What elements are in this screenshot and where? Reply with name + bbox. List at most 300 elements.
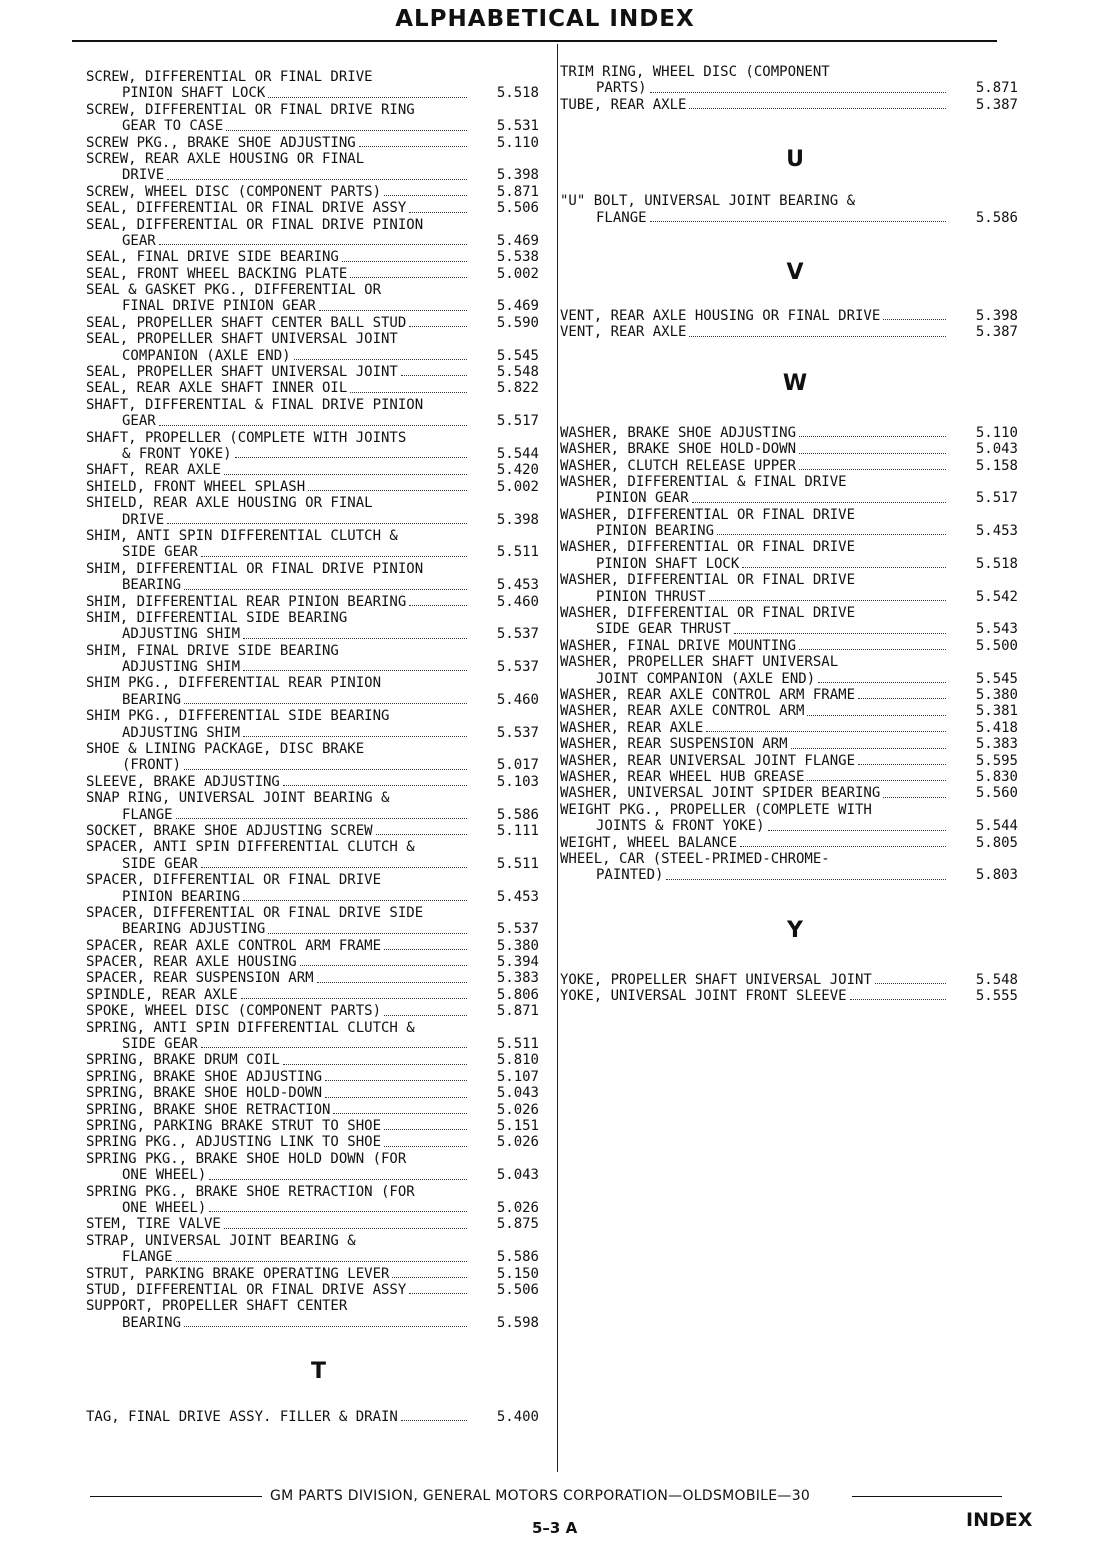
entry-page-number: 5.548 <box>975 971 1018 988</box>
entry-text: PINION GEAR <box>596 490 689 507</box>
leader-dots <box>243 638 467 639</box>
leader-dots <box>883 797 946 798</box>
entry-text: STRUT, PARKING BRAKE OPERATING LEVER <box>86 1265 390 1282</box>
entry-text: WASHER, PROPELLER SHAFT UNIVERSAL <box>560 654 839 671</box>
leader-dots <box>243 736 467 737</box>
entry-continuation-line <box>560 589 1030 605</box>
leader-dots <box>384 1129 467 1130</box>
entry-page-number: 5.026 <box>496 1134 539 1151</box>
entry-line <box>86 69 551 85</box>
leader-dots <box>807 780 946 781</box>
entry-text: SIDE GEAR <box>122 544 198 561</box>
entry-continuation-line <box>560 210 1030 226</box>
index-entry <box>560 474 1030 507</box>
entry-page-number: 5.043 <box>496 1085 539 1102</box>
entry-text: FLANGE <box>596 209 647 226</box>
leader-dots <box>184 589 467 590</box>
entry-text: SPRING, PARKING BRAKE STRUT TO SHOE <box>86 1118 382 1134</box>
entry-page-number: 5.537 <box>496 626 539 643</box>
leader-dots <box>167 179 467 180</box>
entry-continuation-line <box>86 659 551 675</box>
entry-line <box>86 1134 551 1150</box>
leader-dots <box>350 277 467 278</box>
index-entry <box>560 425 1030 441</box>
entry-page-number: 5.420 <box>496 462 539 479</box>
leader-dots <box>243 670 467 671</box>
entry-text: SPACER, DIFFERENTIAL OR FINAL DRIVE SIDE <box>86 904 424 921</box>
entry-text: & FRONT YOKE) <box>122 445 232 462</box>
leader-dots <box>241 998 467 999</box>
entry-page-number: 5.531 <box>496 118 539 135</box>
leader-dots <box>709 600 946 601</box>
entry-continuation-line <box>560 867 1030 883</box>
entry-text: VENT, REAR AXLE HOUSING OR FINAL DRIVE <box>560 307 881 324</box>
index-entry <box>560 539 1030 572</box>
entry-line <box>86 970 551 986</box>
entry-page-number: 5.103 <box>496 773 539 790</box>
entry-page-number: 5.517 <box>496 413 539 430</box>
entry-text: SEAL, PROPELLER SHAFT CENTER BALL STUD <box>86 314 407 331</box>
entry-line <box>560 441 1030 457</box>
entry-text: WASHER, DIFFERENTIAL OR FINAL DRIVE <box>560 605 856 622</box>
entry-text: TUBE, REAR AXLE <box>560 96 687 113</box>
index-entry <box>560 703 1030 719</box>
entry-page-number: 5.511 <box>496 1036 539 1053</box>
entry-text: WHEEL, CAR (STEEL-PRIMED-CHROME- <box>560 850 830 867</box>
entry-page-number: 5.418 <box>975 719 1018 736</box>
entry-line <box>560 654 1030 670</box>
leader-dots <box>235 457 467 458</box>
entry-continuation-line <box>86 446 551 462</box>
leader-dots <box>689 108 946 109</box>
leader-dots <box>384 1015 467 1016</box>
entry-text: WASHER, DIFFERENTIAL OR FINAL DRIVE <box>560 572 856 589</box>
entry-page-number: 5.387 <box>975 324 1018 341</box>
entry-text: WASHER, CLUTCH RELEASE UPPER <box>560 457 797 474</box>
entry-text: STUD, DIFFERENTIAL OR FINAL DRIVE ASSY <box>86 1281 407 1298</box>
entry-line <box>86 872 551 888</box>
index-entry <box>86 561 551 594</box>
entry-page-number: 5.822 <box>496 380 539 397</box>
entry-page-number: 5.875 <box>496 1216 539 1233</box>
index-entry <box>86 217 551 250</box>
entry-line <box>86 708 551 724</box>
entry-text: WASHER, REAR WHEEL HUB GREASE <box>560 768 805 785</box>
entry-page-number: 5.380 <box>496 937 539 954</box>
index-entry <box>86 249 551 265</box>
entry-text: SEAL, FRONT WHEEL BACKING PLATE <box>86 265 348 282</box>
entry-line <box>86 1233 551 1249</box>
entry-text: YOKE, PROPELLER SHAFT UNIVERSAL JOINT <box>560 971 872 988</box>
entry-continuation-line <box>86 298 551 314</box>
index-entry <box>86 774 551 790</box>
entry-text: SHIM, DIFFERENTIAL REAR PINION BEARING <box>86 593 407 610</box>
leader-dots <box>666 879 946 880</box>
entry-line <box>86 594 551 610</box>
index-entry <box>560 835 1030 851</box>
entry-page-number: 5.545 <box>496 347 539 364</box>
entry-text: WASHER, FINAL DRIVE MOUNTING <box>560 637 797 654</box>
entry-line <box>560 97 1030 113</box>
entry-line <box>560 835 1030 851</box>
entry-text: WASHER, DIFFERENTIAL OR FINAL DRIVE <box>560 506 856 523</box>
entry-text: WASHER, UNIVERSAL JOINT SPIDER BEARING <box>560 785 881 802</box>
section-spacer <box>560 288 1030 308</box>
index-entry <box>86 872 551 905</box>
leader-dots <box>243 900 467 901</box>
entry-line <box>86 1085 551 1101</box>
index-entry <box>560 988 1030 1004</box>
entry-text: SPACER, DIFFERENTIAL OR FINAL DRIVE <box>86 872 382 889</box>
entry-line <box>560 193 1030 209</box>
entry-line <box>86 315 551 331</box>
leader-dots <box>401 1420 467 1421</box>
index-entry <box>86 331 551 364</box>
leader-dots <box>159 425 467 426</box>
index-entry <box>560 769 1030 785</box>
entry-line <box>560 802 1030 818</box>
entry-text: SPRING, BRAKE DRUM COIL <box>86 1052 280 1069</box>
entry-text: WASHER, REAR UNIVERSAL JOINT FLANGE <box>560 752 856 769</box>
leader-dots <box>159 244 467 245</box>
index-entry <box>86 594 551 610</box>
entry-page-number: 5.555 <box>975 988 1018 1005</box>
entry-line <box>86 430 551 446</box>
entry-text: PAINTED) <box>596 867 664 884</box>
leader-dots <box>224 1228 467 1229</box>
entry-continuation-line <box>86 577 551 593</box>
entry-text: SUPPORT, PROPELLER SHAFT CENTER <box>86 1298 348 1315</box>
index-entry <box>86 1298 551 1331</box>
entry-line <box>86 839 551 855</box>
entry-page-number: 5.518 <box>496 85 539 102</box>
entry-line <box>86 200 551 216</box>
entry-text: SHAFT, PROPELLER (COMPLETE WITH JOINTS <box>86 429 407 446</box>
index-entry <box>560 802 1030 835</box>
entry-text: SHOE & LINING PACKAGE, DISC BRAKE <box>86 741 365 758</box>
entry-continuation-line <box>560 556 1030 572</box>
section-spacer <box>560 341 1030 369</box>
leader-dots <box>308 490 467 491</box>
index-entry <box>560 605 1030 638</box>
section-spacer <box>86 1331 551 1357</box>
entry-line <box>86 1409 551 1425</box>
leader-dots <box>409 605 467 606</box>
entry-text: BEARING ADJUSTING <box>122 921 266 938</box>
leader-dots <box>689 336 946 337</box>
section-label: INDEX <box>966 1509 1033 1531</box>
entry-page-number: 5.107 <box>496 1068 539 1085</box>
entry-line <box>86 774 551 790</box>
entry-page-number: 5.543 <box>975 621 1018 638</box>
index-entry <box>86 282 551 315</box>
leader-dots <box>409 212 467 213</box>
leader-dots <box>300 965 467 966</box>
section-spacer <box>86 1387 551 1409</box>
entry-text: WASHER, REAR AXLE CONTROL ARM <box>560 703 805 720</box>
entry-page-number: 5.380 <box>975 686 1018 703</box>
entry-line <box>560 972 1030 988</box>
entry-text: WASHER, BRAKE SHOE HOLD-DOWN <box>560 441 797 458</box>
leader-dots <box>319 310 467 311</box>
leader-dots <box>799 649 946 650</box>
entry-line <box>560 851 1030 867</box>
entry-continuation-line <box>86 807 551 823</box>
entry-continuation-line <box>86 626 551 642</box>
index-entry <box>86 69 551 102</box>
entry-text: SHAFT, REAR AXLE <box>86 462 221 479</box>
index-entry <box>86 839 551 872</box>
entry-text: WASHER, DIFFERENTIAL & FINAL DRIVE <box>560 473 847 490</box>
entry-continuation-line <box>86 1200 551 1216</box>
entry-page-number: 5.398 <box>496 167 539 184</box>
entry-text: WEIGHT PKG., PROPELLER (COMPLETE WITH <box>560 801 872 818</box>
entry-page-number: 5.453 <box>496 577 539 594</box>
entry-text: BEARING <box>122 1314 182 1331</box>
entry-line <box>560 308 1030 324</box>
entry-line <box>86 610 551 626</box>
entry-text: SHIELD, FRONT WHEEL SPLASH <box>86 478 306 495</box>
entry-page-number: 5.537 <box>496 659 539 676</box>
entry-page-number: 5.517 <box>975 490 1018 507</box>
leader-dots <box>184 703 467 704</box>
index-entry <box>560 736 1030 752</box>
entry-line <box>560 720 1030 736</box>
entry-text: WASHER, REAR AXLE CONTROL ARM FRAME <box>560 686 856 703</box>
entry-text: SEAL, FINAL DRIVE SIDE BEARING <box>86 249 339 266</box>
entry-page-number: 5.518 <box>975 555 1018 572</box>
leader-dots <box>858 698 946 699</box>
entry-page-number: 5.043 <box>496 1167 539 1184</box>
entry-text: PINION SHAFT LOCK <box>122 85 266 102</box>
entry-text: SEAL, PROPELLER SHAFT UNIVERSAL JOINT <box>86 331 398 348</box>
entry-line <box>86 479 551 495</box>
entry-text: GEAR <box>122 232 156 249</box>
entry-page-number: 5.400 <box>496 1409 539 1426</box>
leader-dots <box>807 715 946 716</box>
entry-page-number: 5.544 <box>975 818 1018 835</box>
leader-dots <box>184 1326 467 1327</box>
entry-text: SEAL, PROPELLER SHAFT UNIVERSAL JOINT <box>86 364 398 381</box>
leader-dots <box>376 834 467 835</box>
entry-page-number: 5.460 <box>496 593 539 610</box>
entry-line <box>560 458 1030 474</box>
leader-dots <box>799 453 946 454</box>
index-entry <box>560 972 1030 988</box>
leader-dots <box>268 933 467 934</box>
entry-line <box>560 539 1030 555</box>
index-entry <box>560 753 1030 769</box>
entry-page-number: 5.538 <box>496 249 539 266</box>
entry-line <box>86 266 551 282</box>
entry-page-number: 5.469 <box>496 298 539 315</box>
index-entry <box>86 1151 551 1184</box>
leader-dots <box>209 1179 467 1180</box>
entry-text: DRIVE <box>122 511 165 528</box>
entry-text: WEIGHT, WHEEL BALANCE <box>560 834 738 851</box>
entry-line <box>86 741 551 757</box>
entry-page-number: 5.537 <box>496 921 539 938</box>
index-entry <box>560 458 1030 474</box>
entry-text: SHIM PKG., DIFFERENTIAL REAR PINION <box>86 675 382 692</box>
entry-line <box>560 324 1030 340</box>
section-spacer <box>560 175 1030 193</box>
index-entry <box>560 851 1030 884</box>
entry-page-number: 5.383 <box>975 736 1018 753</box>
index-entry <box>560 324 1030 340</box>
leader-dots <box>209 1211 467 1212</box>
index-entry <box>86 135 551 151</box>
entry-text: ADJUSTING SHIM <box>122 626 241 643</box>
entry-text: SHIM, DIFFERENTIAL OR FINAL DRIVE PINION <box>86 560 424 577</box>
entry-text: PINION THRUST <box>596 588 706 605</box>
leader-dots <box>176 1261 467 1262</box>
entry-line <box>86 1216 551 1232</box>
entry-text: WASHER, DIFFERENTIAL OR FINAL DRIVE <box>560 539 856 556</box>
index-entry <box>86 102 551 135</box>
entry-line <box>560 638 1030 654</box>
entry-text: SHIM PKG., DIFFERENTIAL SIDE BEARING <box>86 708 390 725</box>
leader-dots <box>799 436 946 437</box>
entry-line <box>86 675 551 691</box>
entry-line <box>86 1052 551 1068</box>
leader-dots <box>201 556 467 557</box>
entry-line <box>560 474 1030 490</box>
entry-page-number: 5.542 <box>975 588 1018 605</box>
entry-text: SOCKET, BRAKE SHOE ADJUSTING SCREW <box>86 822 373 839</box>
entry-page-number: 5.381 <box>975 703 1018 720</box>
leader-dots <box>858 764 946 765</box>
index-entry <box>86 1020 551 1053</box>
entry-continuation-line <box>86 889 551 905</box>
entry-text: FINAL DRIVE PINION GEAR <box>122 298 316 315</box>
entry-line <box>86 561 551 577</box>
entry-page-number: 5.043 <box>975 441 1018 458</box>
section-spacer <box>560 226 1030 258</box>
entry-continuation-line <box>560 80 1030 96</box>
index-entry <box>86 184 551 200</box>
leader-dots <box>201 1047 467 1048</box>
leader-dots <box>224 474 467 475</box>
entry-line <box>86 249 551 265</box>
index-entry <box>560 308 1030 324</box>
entry-continuation-line <box>86 1249 551 1265</box>
entry-text: SHIM, ANTI SPIN DIFFERENTIAL CLUTCH & <box>86 527 398 544</box>
page-title: ALPHABETICAL INDEX <box>395 6 695 32</box>
index-entry <box>86 380 551 396</box>
entry-line <box>86 364 551 380</box>
entry-text: ADJUSTING SHIM <box>122 724 241 741</box>
section-letter: V <box>786 259 804 285</box>
index-entry <box>86 151 551 184</box>
index-entry <box>86 970 551 986</box>
entry-line <box>86 790 551 806</box>
section-spacer <box>560 884 1030 916</box>
entry-text: SPACER, REAR SUSPENSION ARM <box>86 970 314 987</box>
entry-line <box>560 605 1030 621</box>
entry-line <box>86 1003 551 1019</box>
entry-page-number: 5.586 <box>496 1249 539 1266</box>
leader-dots <box>401 375 467 376</box>
index-entry <box>86 364 551 380</box>
leader-dots <box>742 567 946 568</box>
entry-page-number: 5.026 <box>496 1199 539 1216</box>
entry-text: JOINT COMPANION (AXLE END) <box>596 670 816 687</box>
index-entry <box>86 1003 551 1019</box>
section-spacer <box>560 113 1030 145</box>
entry-line <box>560 572 1030 588</box>
footer-publisher: GM PARTS DIVISION, GENERAL MOTORS CORPORATION—OLDSMOBILE—30 <box>270 1488 811 1504</box>
entry-text: SEAL, DIFFERENTIAL OR FINAL DRIVE PINION <box>86 216 424 233</box>
entry-line <box>86 1184 551 1200</box>
entry-text: JOINTS & FRONT YOKE) <box>596 818 765 835</box>
index-entry <box>86 1134 551 1150</box>
entry-page-number: 5.158 <box>975 457 1018 474</box>
index-entry <box>86 1102 551 1118</box>
section-letter: T <box>310 1359 326 1385</box>
entry-text: BEARING <box>122 691 182 708</box>
entry-line <box>86 1069 551 1085</box>
leader-dots <box>392 1277 467 1278</box>
page-number: 5–3 A <box>532 1519 578 1537</box>
entry-continuation-line <box>86 118 551 134</box>
entry-text: BEARING <box>122 577 182 594</box>
entry-continuation-line <box>86 413 551 429</box>
entry-page-number: 5.598 <box>496 1314 539 1331</box>
entry-text: SIDE GEAR <box>122 855 198 872</box>
entry-page-number: 5.545 <box>975 670 1018 687</box>
leader-dots <box>294 359 467 360</box>
entry-text: PARTS) <box>596 80 647 97</box>
leader-dots <box>850 999 946 1000</box>
entry-text: SNAP RING, UNIVERSAL JOINT BEARING & <box>86 790 390 807</box>
entry-text: SLEEVE, BRAKE ADJUSTING <box>86 773 280 790</box>
entry-text: WASHER, REAR SUSPENSION ARM <box>560 736 788 753</box>
leader-dots <box>184 769 467 770</box>
index-entry <box>86 1052 551 1068</box>
entry-line <box>86 987 551 1003</box>
index-column-right <box>560 64 1030 1004</box>
entry-line <box>86 462 551 478</box>
entry-line <box>86 823 551 839</box>
entry-text: SPACER, ANTI SPIN DIFFERENTIAL CLUTCH & <box>86 839 415 856</box>
section-letter: U <box>786 147 804 173</box>
entry-text: SPRING, ANTI SPIN DIFFERENTIAL CLUTCH & <box>86 1019 415 1036</box>
index-entry <box>86 479 551 495</box>
entry-continuation-line <box>560 523 1030 539</box>
index-entry <box>86 610 551 643</box>
index-entry <box>560 638 1030 654</box>
entry-page-number: 5.383 <box>496 970 539 987</box>
entry-line <box>560 736 1030 752</box>
index-entry <box>86 315 551 331</box>
entry-page-number: 5.150 <box>496 1265 539 1282</box>
index-entry <box>86 528 551 561</box>
leader-dots <box>799 469 946 470</box>
entry-page-number: 5.590 <box>496 314 539 331</box>
index-entry <box>86 1118 551 1134</box>
index-entry <box>560 507 1030 540</box>
entry-line <box>86 282 551 298</box>
leader-dots <box>818 682 946 683</box>
index-entry <box>86 1184 551 1217</box>
entry-line <box>86 397 551 413</box>
entry-page-number: 5.511 <box>496 855 539 872</box>
entry-continuation-line <box>560 621 1030 637</box>
entry-page-number: 5.586 <box>496 806 539 823</box>
entry-text: SHIELD, REAR AXLE HOUSING OR FINAL <box>86 495 373 512</box>
entry-text: "U" BOLT, UNIVERSAL JOINT BEARING & <box>560 193 856 210</box>
